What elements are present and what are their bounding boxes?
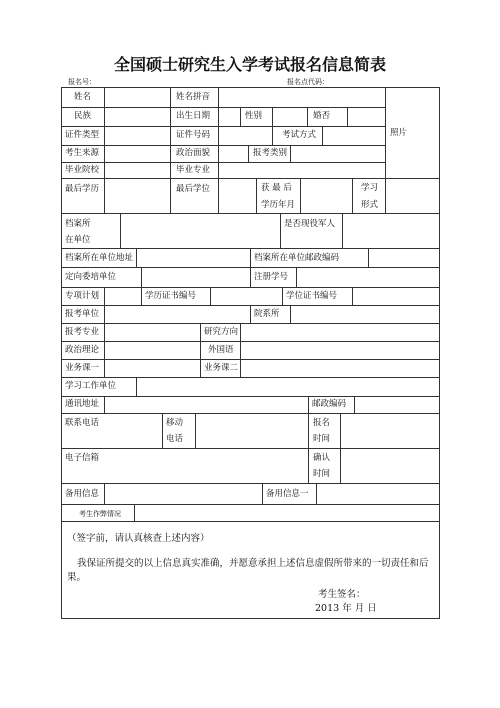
label-date-line2: 学历年月 [261,200,296,210]
declaration-text: 我保证所提交的以上信息真实准确，并愿意承担上述信息虚假所带来的一切责任和后果。 [67,558,429,583]
label-biz-course-1: 业务课一 [65,363,100,373]
label-registration-id: 注册学号 [254,272,289,282]
registration-number-label: 报名号： [68,78,96,86]
label-id-type: 证件类型 [65,130,100,140]
label-archive-address: 档案所在单位地址 [65,253,134,263]
label-research: 研究方向 [204,327,239,337]
label-last-degree: 最后学位 [176,184,211,194]
label-political-status: 政治面貌 [176,148,211,158]
label-exam-method: 考试方式 [282,130,317,140]
label-mobile-line1: 移动 [166,418,184,428]
label-photo: 照片 [390,128,408,138]
signature-date: 2013 年 月 日 [315,603,377,614]
label-name: 姓名 [74,92,92,102]
label-biz-course-2: 业务课二 [204,363,239,373]
label-confirm-time-line2: 时间 [313,469,331,479]
label-foreign-language: 外国语 [208,345,234,355]
label-archive-zip: 档案所在单位邮政编码 [254,253,340,263]
label-marital: 婚否 [313,111,331,121]
label-archive-line1: 档案所 [65,219,91,229]
label-confirm-time-line1: 确认 [313,453,331,463]
label-gender: 性别 [245,111,263,121]
label-backup-info: 备用信息 [65,489,100,499]
label-form-line2: 形式 [361,200,379,210]
form-title: 全国硕士研究生入学考试报名信息简表 [113,55,386,74]
label-work-unit: 学习工作单位 [65,381,117,391]
label-reg-time-line1: 报名 [313,418,331,428]
label-degree-cert: 学位证书编号 [286,291,338,301]
label-mobile-line2: 电话 [166,434,184,444]
label-ethnic: 民族 [74,111,92,121]
label-targeted-unit: 定向委培单位 [65,272,117,282]
label-address: 通讯地址 [65,399,100,409]
label-date-line1: 获 最 后 [261,183,292,193]
label-major: 毕业专业 [176,165,211,175]
declaration-heading: （签字前，请认真核查上述内容） [67,533,210,544]
label-phone: 联系电话 [65,418,100,428]
label-cheating: 考生作弊情况 [79,510,121,518]
label-military: 是否现役军人 [284,219,336,229]
label-email: 电子信箱 [65,453,100,463]
label-edu-cert: 学历证书编号 [145,291,197,301]
label-apply-unit: 报考单位 [65,309,100,319]
site-code-label: 报名点代码： [287,78,329,86]
label-apply-type: 报考类别 [253,148,288,158]
label-pinyin: 姓名拼音 [176,92,211,102]
label-zip: 邮政编码 [312,399,347,409]
label-id-number: 证件号码 [176,130,211,140]
label-school: 毕业院校 [65,165,100,175]
label-form-line1: 学习 [361,183,379,193]
signature-label: 考生签名： [318,589,366,600]
label-backup-info-1: 备用信息一 [266,489,309,499]
label-last-education: 最后学历 [65,184,100,194]
label-department: 院系所 [254,309,280,319]
label-archive-line2: 在单位 [65,235,91,245]
label-source: 考生来源 [65,148,100,158]
label-politics: 政治理论 [65,345,100,355]
label-birth-date: 出生日期 [176,111,211,121]
label-special-plan: 专项计划 [65,291,100,301]
label-reg-time-line2: 时间 [313,434,331,444]
label-apply-major: 报考专业 [65,327,100,337]
